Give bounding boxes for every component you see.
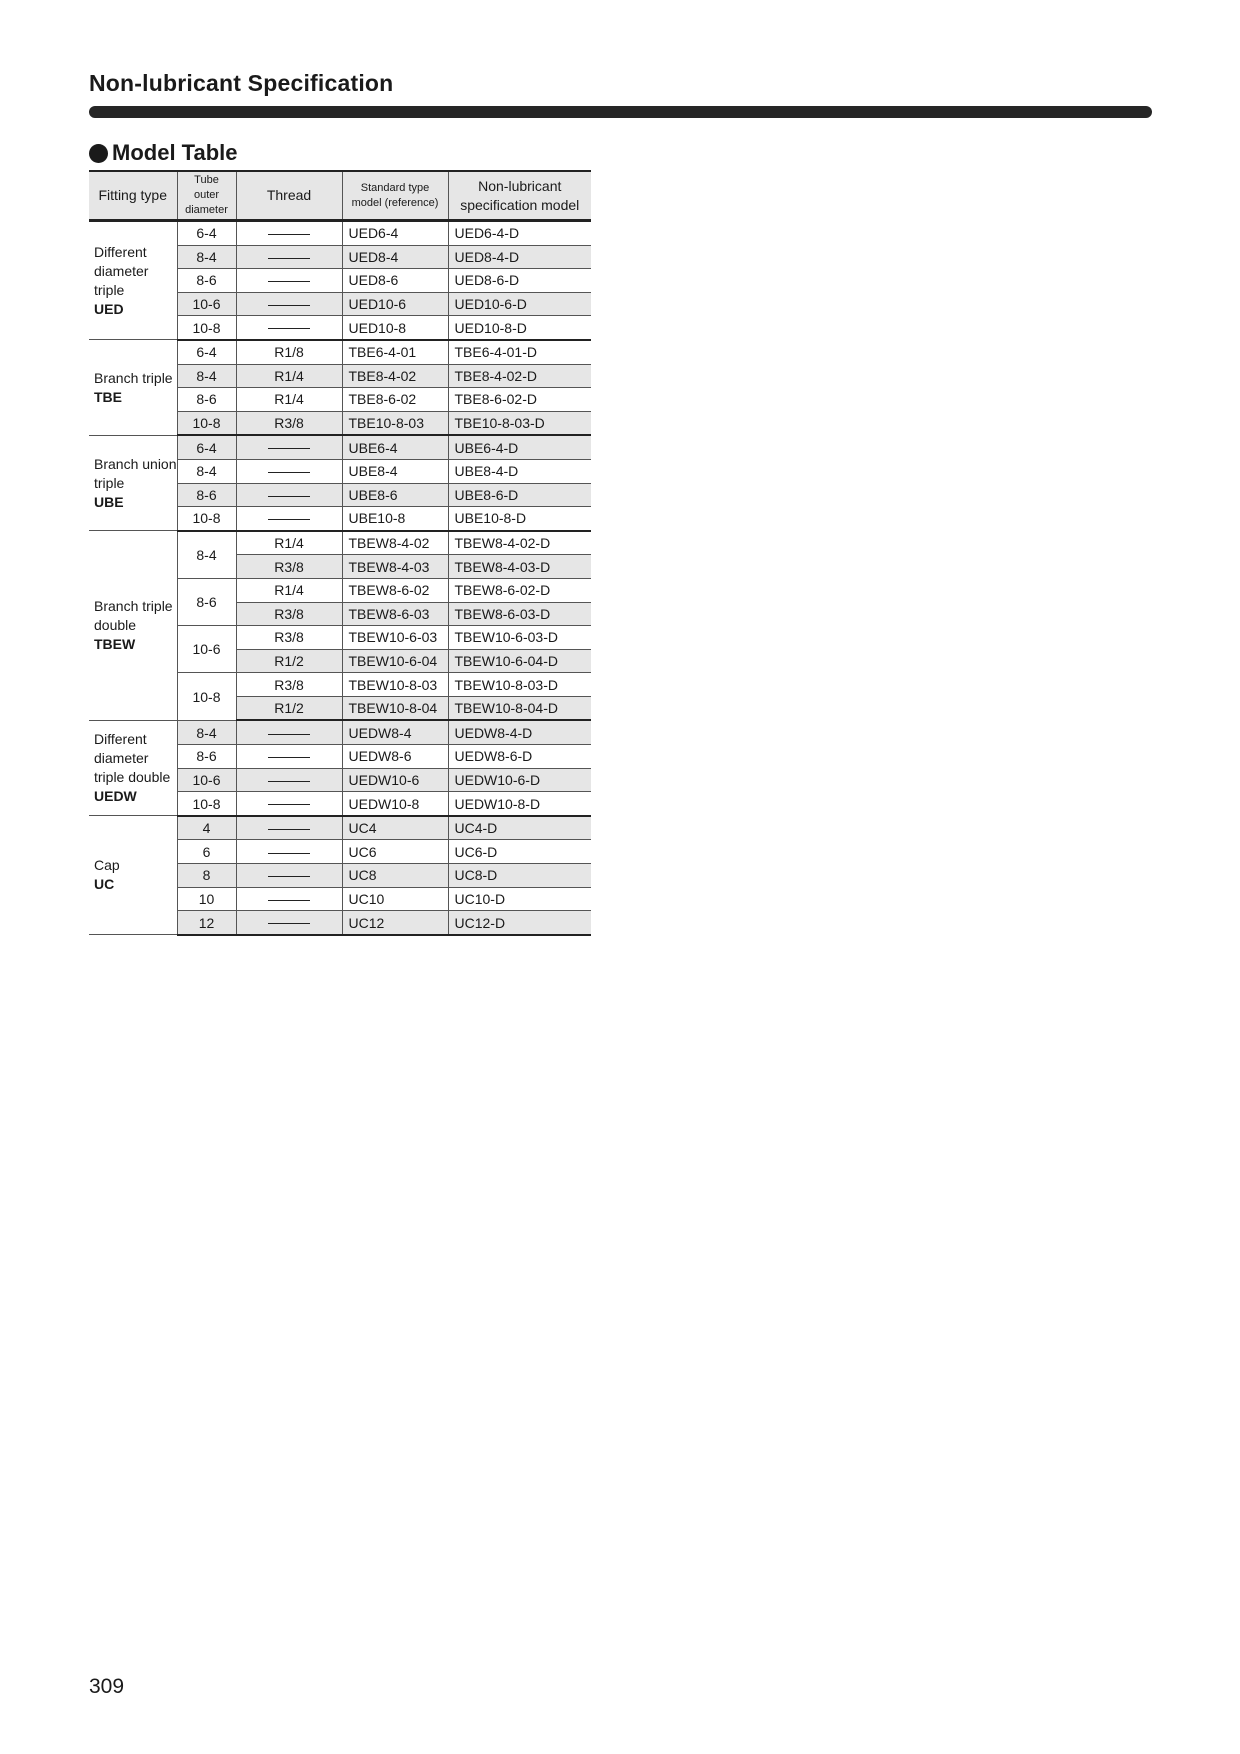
no-thread-dash (268, 923, 310, 924)
no-thread-dash (268, 234, 310, 235)
standard-model-cell: TBEW10-6-03 (342, 626, 448, 650)
fitting-type-code: UBE (94, 493, 124, 510)
standard-model-cell: UED8-6 (342, 269, 448, 293)
fitting-type-cell (89, 816, 177, 935)
fitting-type-code: UED (94, 300, 124, 317)
standard-model-cell: UC6 (342, 840, 448, 864)
tube-diameter-cell: 8-6 (177, 388, 236, 412)
tube-diameter-cell: 8-4 (177, 531, 236, 579)
no-thread-dash (268, 781, 310, 782)
non-lubricant-model-cell: UED8-6-D (448, 269, 591, 293)
thread-cell: R1/4 (236, 578, 342, 602)
fitting-type-name: Branch union triple (94, 455, 177, 491)
title-rule (89, 106, 1152, 118)
thread-cell: R1/8 (236, 340, 342, 364)
thread-cell (236, 507, 342, 531)
non-lubricant-model-cell: TBE8-6-02-D (448, 388, 591, 412)
no-thread-dash (268, 804, 310, 805)
tube-diameter-cell: 6-4 (177, 340, 236, 364)
thread-cell: R3/8 (236, 626, 342, 650)
thread-cell: R1/2 (236, 696, 342, 720)
non-lubricant-model-cell: UC12-D (448, 911, 591, 935)
standard-model-cell: TBE6-4-01 (342, 340, 448, 364)
non-lubricant-model-cell: TBEW10-6-03-D (448, 626, 591, 650)
no-thread-dash (268, 900, 310, 901)
section-heading (89, 140, 238, 166)
thread-cell (236, 792, 342, 816)
non-lubricant-model-cell: UC10-D (448, 887, 591, 911)
standard-model-cell: UC10 (342, 887, 448, 911)
no-thread-dash (268, 281, 310, 282)
no-thread-dash (268, 853, 310, 854)
non-lubricant-model-cell: TBEW8-4-03-D (448, 555, 591, 579)
thread-cell (236, 768, 342, 792)
table-row (89, 221, 591, 246)
no-thread-dash (268, 876, 310, 877)
thread-cell (236, 316, 342, 340)
tube-diameter-cell: 10-6 (177, 292, 236, 316)
no-thread-dash (268, 258, 310, 259)
non-lubricant-model-cell: UEDW10-8-D (448, 792, 591, 816)
non-lubricant-model-cell: UED8-4-D (448, 245, 591, 269)
model-table (89, 170, 591, 936)
standard-model-cell: UED6-4 (342, 221, 448, 246)
tube-diameter-cell: 8 (177, 864, 236, 888)
fitting-type-cell (89, 531, 177, 721)
non-lubricant-model-cell: TBEW8-6-03-D (448, 602, 591, 626)
standard-model-cell: TBEW10-8-04 (342, 696, 448, 720)
fitting-type-name: Branch triple (94, 369, 173, 386)
table-row (89, 531, 591, 555)
thread-cell: R3/8 (236, 555, 342, 579)
standard-model-cell: UBE8-6 (342, 483, 448, 507)
fitting-type-code: UC (94, 876, 115, 893)
standard-model-cell: UBE10-8 (342, 507, 448, 531)
standard-model-cell: TBEW8-6-02 (342, 578, 448, 602)
no-thread-dash (268, 328, 310, 329)
non-lubricant-model-cell: UEDW10-6-D (448, 768, 591, 792)
fitting-type-cell (89, 720, 177, 815)
table-row (89, 720, 591, 744)
fitting-type-cell (89, 435, 177, 530)
thread-cell (236, 459, 342, 483)
non-lubricant-model-cell: TBE6-4-01-D (448, 340, 591, 364)
tube-diameter-cell: 8-4 (177, 459, 236, 483)
thread-cell: R1/4 (236, 531, 342, 555)
tube-diameter-cell: 10-8 (177, 411, 236, 435)
thread-cell: R3/8 (236, 411, 342, 435)
no-thread-dash (268, 496, 310, 497)
no-thread-dash (268, 829, 310, 830)
thread-cell: R3/8 (236, 602, 342, 626)
tube-diameter-cell: 8-4 (177, 364, 236, 388)
non-lubricant-model-cell: UED10-6-D (448, 292, 591, 316)
standard-model-cell: TBEW8-4-03 (342, 555, 448, 579)
thread-cell (236, 911, 342, 935)
fitting-type-name: Cap (94, 857, 120, 874)
tube-diameter-cell: 8-6 (177, 483, 236, 507)
table-row (89, 816, 591, 840)
tube-diameter-cell: 8-4 (177, 245, 236, 269)
fitting-type-cell (89, 340, 177, 435)
thread-cell (236, 245, 342, 269)
tube-diameter-cell: 8-6 (177, 578, 236, 625)
fitting-type-code: TBE (94, 388, 122, 405)
non-lubricant-model-cell: TBEW8-4-02-D (448, 531, 591, 555)
non-lubricant-model-cell: TBEW10-6-04-D (448, 649, 591, 673)
non-lubricant-model-cell: TBEW10-8-04-D (448, 696, 591, 720)
non-lubricant-model-cell: TBEW8-6-02-D (448, 578, 591, 602)
tube-diameter-cell: 4 (177, 816, 236, 840)
non-lubricant-model-cell: TBEW10-8-03-D (448, 673, 591, 697)
tube-diameter-cell: 8-6 (177, 269, 236, 293)
standard-model-cell: UEDW8-6 (342, 745, 448, 769)
non-lubricant-model-cell: UBE10-8-D (448, 507, 591, 531)
non-lubricant-model-cell: UED6-4-D (448, 221, 591, 246)
thread-cell (236, 864, 342, 888)
thread-cell (236, 720, 342, 744)
fitting-type-name: Different diameter triple double (94, 731, 171, 786)
non-lubricant-model-cell: UC4-D (448, 816, 591, 840)
tube-diameter-cell: 10-6 (177, 626, 236, 673)
non-lubricant-model-cell: UBE6-4-D (448, 435, 591, 459)
standard-model-cell: UED10-6 (342, 292, 448, 316)
no-thread-dash (268, 305, 310, 306)
thread-cell (236, 840, 342, 864)
fitting-type-name: Different diameter triple (94, 243, 149, 298)
standard-model-cell: UED10-8 (342, 316, 448, 340)
non-lubricant-model-cell: UC6-D (448, 840, 591, 864)
thread-cell (236, 887, 342, 911)
non-lubricant-model-cell: UBE8-6-D (448, 483, 591, 507)
standard-model-cell: TBEW10-8-03 (342, 673, 448, 697)
col-header-thread: Thread (236, 171, 342, 221)
tube-diameter-cell: 10-6 (177, 768, 236, 792)
thread-cell (236, 435, 342, 459)
standard-model-cell: UEDW10-6 (342, 768, 448, 792)
no-thread-dash (268, 472, 310, 473)
standard-model-cell: TBE10-8-03 (342, 411, 448, 435)
standard-model-cell: TBEW8-4-02 (342, 531, 448, 555)
standard-model-cell: TBEW8-6-03 (342, 602, 448, 626)
tube-diameter-cell: 10-8 (177, 316, 236, 340)
tube-diameter-cell: 6-4 (177, 435, 236, 459)
tube-diameter-cell: 6 (177, 840, 236, 864)
tube-diameter-cell: 10-8 (177, 507, 236, 531)
col-header-standard-model: Standard type model (reference) (342, 171, 448, 221)
non-lubricant-model-cell: UED10-8-D (448, 316, 591, 340)
tube-diameter-cell: 12 (177, 911, 236, 935)
tube-diameter-cell: 10-8 (177, 792, 236, 816)
bullet-icon (89, 144, 108, 163)
standard-model-cell: TBE8-6-02 (342, 388, 448, 412)
standard-model-cell: UC8 (342, 864, 448, 888)
standard-model-cell: UEDW8-4 (342, 720, 448, 744)
thread-cell (236, 292, 342, 316)
thread-cell (236, 745, 342, 769)
non-lubricant-model-cell: TBE10-8-03-D (448, 411, 591, 435)
no-thread-dash (268, 757, 310, 758)
thread-cell: R1/4 (236, 364, 342, 388)
standard-model-cell: UC4 (342, 816, 448, 840)
col-header-non-lubricant-model: Non-lubricant specification model (448, 171, 591, 221)
fitting-type-cell (89, 221, 177, 340)
thread-cell (236, 269, 342, 293)
thread-cell: R3/8 (236, 673, 342, 697)
tube-diameter-cell: 10 (177, 887, 236, 911)
fitting-type-code: UEDW (94, 788, 137, 805)
standard-model-cell: UBE6-4 (342, 435, 448, 459)
col-header-fitting-type: Fitting type (89, 171, 177, 221)
fitting-type-name: Branch triple double (94, 598, 173, 634)
no-thread-dash (268, 448, 310, 449)
no-thread-dash (268, 734, 310, 735)
section-heading-text: Model Table (112, 140, 238, 165)
standard-model-cell: UBE8-4 (342, 459, 448, 483)
non-lubricant-model-cell: UEDW8-4-D (448, 720, 591, 744)
no-thread-dash (268, 519, 310, 520)
standard-model-cell: TBE8-4-02 (342, 364, 448, 388)
thread-cell: R1/2 (236, 649, 342, 673)
standard-model-cell: UED8-4 (342, 245, 448, 269)
standard-model-cell: UC12 (342, 911, 448, 935)
thread-cell (236, 221, 342, 246)
tube-diameter-cell: 8-6 (177, 745, 236, 769)
tube-diameter-cell: 8-4 (177, 720, 236, 744)
table-header-row (89, 171, 591, 221)
standard-model-cell: UEDW10-8 (342, 792, 448, 816)
col-header-tube-outer-diameter: Tube outer diameter (177, 171, 236, 221)
page-title: Non-lubricant Specification (89, 70, 394, 96)
tube-diameter-cell: 10-8 (177, 673, 236, 721)
non-lubricant-model-cell: UBE8-4-D (448, 459, 591, 483)
fitting-type-code: TBEW (94, 636, 136, 653)
thread-cell (236, 816, 342, 840)
table-row (89, 340, 591, 364)
thread-cell: R1/4 (236, 388, 342, 412)
non-lubricant-model-cell: UEDW8-6-D (448, 745, 591, 769)
thread-cell (236, 483, 342, 507)
page-number: 309 (89, 1675, 125, 1698)
table-row (89, 435, 591, 459)
tube-diameter-cell: 6-4 (177, 221, 236, 246)
non-lubricant-model-cell: TBE8-4-02-D (448, 364, 591, 388)
standard-model-cell: TBEW10-6-04 (342, 649, 448, 673)
non-lubricant-model-cell: UC8-D (448, 864, 591, 888)
